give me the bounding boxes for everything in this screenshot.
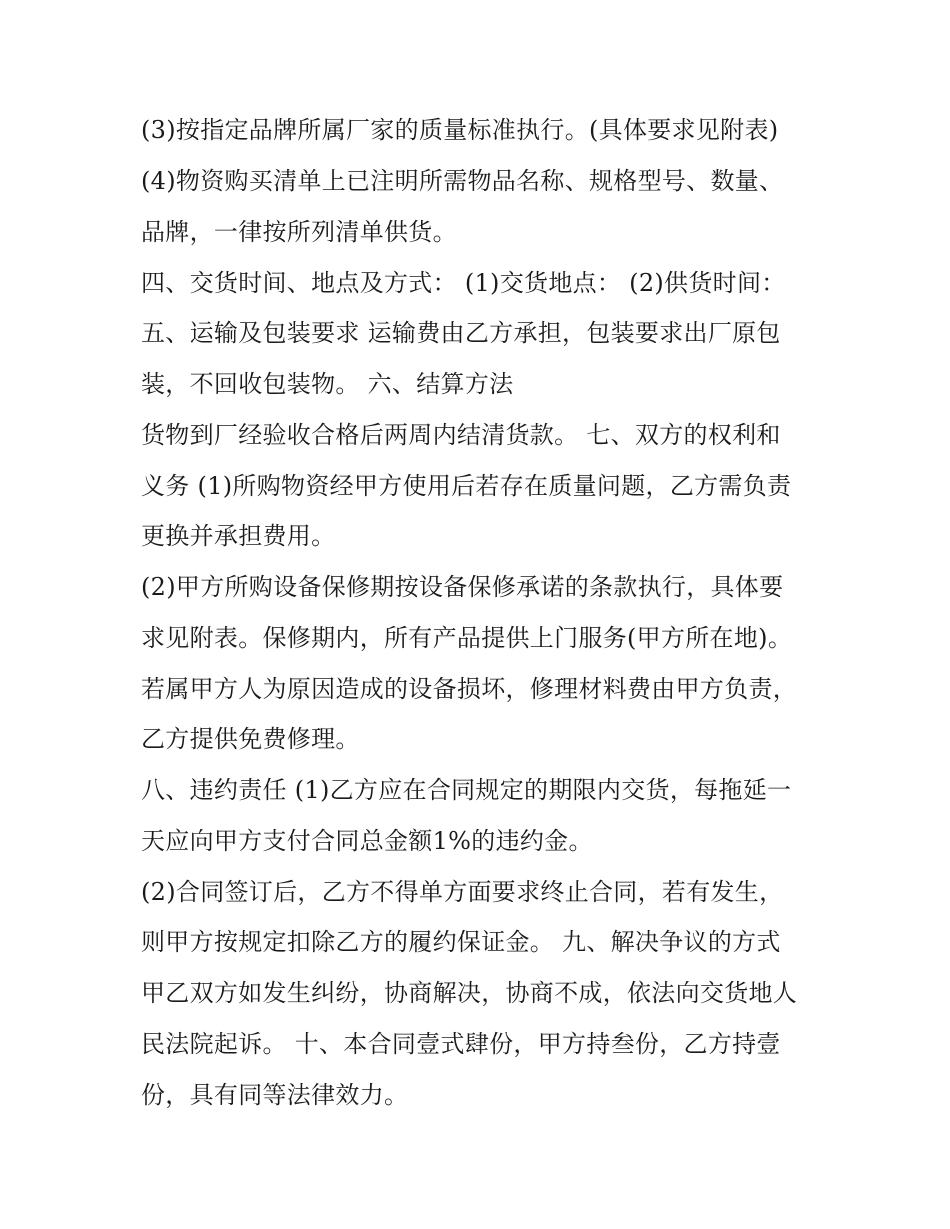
text-line: 甲乙双方如发生纠纷，协商解决，协商不成，依法向交货地人 (141, 979, 798, 1007)
text-line: 更换并承担费用。 (141, 522, 336, 550)
text-line: 乙方提供免费修理。 (141, 725, 360, 753)
text-line: (2)合同签订后，乙方不得单方面要求终止合同，若有发生， (141, 878, 784, 906)
text-line: 民法院起诉。 十、本合同壹式肆份，甲方持叁份，乙方持壹 (141, 1030, 781, 1058)
text-line: 天应向甲方支付合同总金额1%的违约金。 (141, 827, 593, 855)
text-line: 求见附表。保修期内，所有产品提供上门服务(甲方所在地)。 (141, 624, 793, 652)
text-line: 八、违约责任 (1)乙方应在合同规定的期限内交货，每拖延一 (141, 776, 792, 804)
text-line: 品牌，一律按所列清单供货。 (141, 218, 457, 246)
text-line: (4)物资购买清单上已注明所需物品名称、规格型号、数量、 (141, 167, 784, 195)
text-line: 货物到厂经验收合格后两周内结清货款。 七、双方的权利和 (141, 421, 781, 449)
text-line: 四、交货时间、地点及方式： (1)交货地点： (2)供货时间： (141, 269, 786, 297)
text-line: 义务 (1)所购物资经甲方使用后若存在质量问题，乙方需负责 (141, 472, 792, 500)
text-line: (3)按指定品牌所属厂家的质量标准执行。(具体要求见附表) (141, 116, 779, 144)
text-line: 五、运输及包装要求 运输费由乙方承担，包装要求出厂原包 (141, 319, 781, 347)
text-line: 份，具有同等法律效力。 (141, 1081, 409, 1109)
text-line: 若属甲方人为原因造成的设备损坏，修理材料费由甲方负责， (141, 675, 798, 703)
text-line: (2)甲方所购设备保修期按设备保修承诺的条款执行，具体要 (141, 573, 784, 601)
text-line: 则甲方按规定扣除乙方的履约保证金。 九、解决争议的方式 (141, 928, 781, 956)
text-line: 装，不回收包装物。 六、结算方法 (141, 370, 514, 398)
